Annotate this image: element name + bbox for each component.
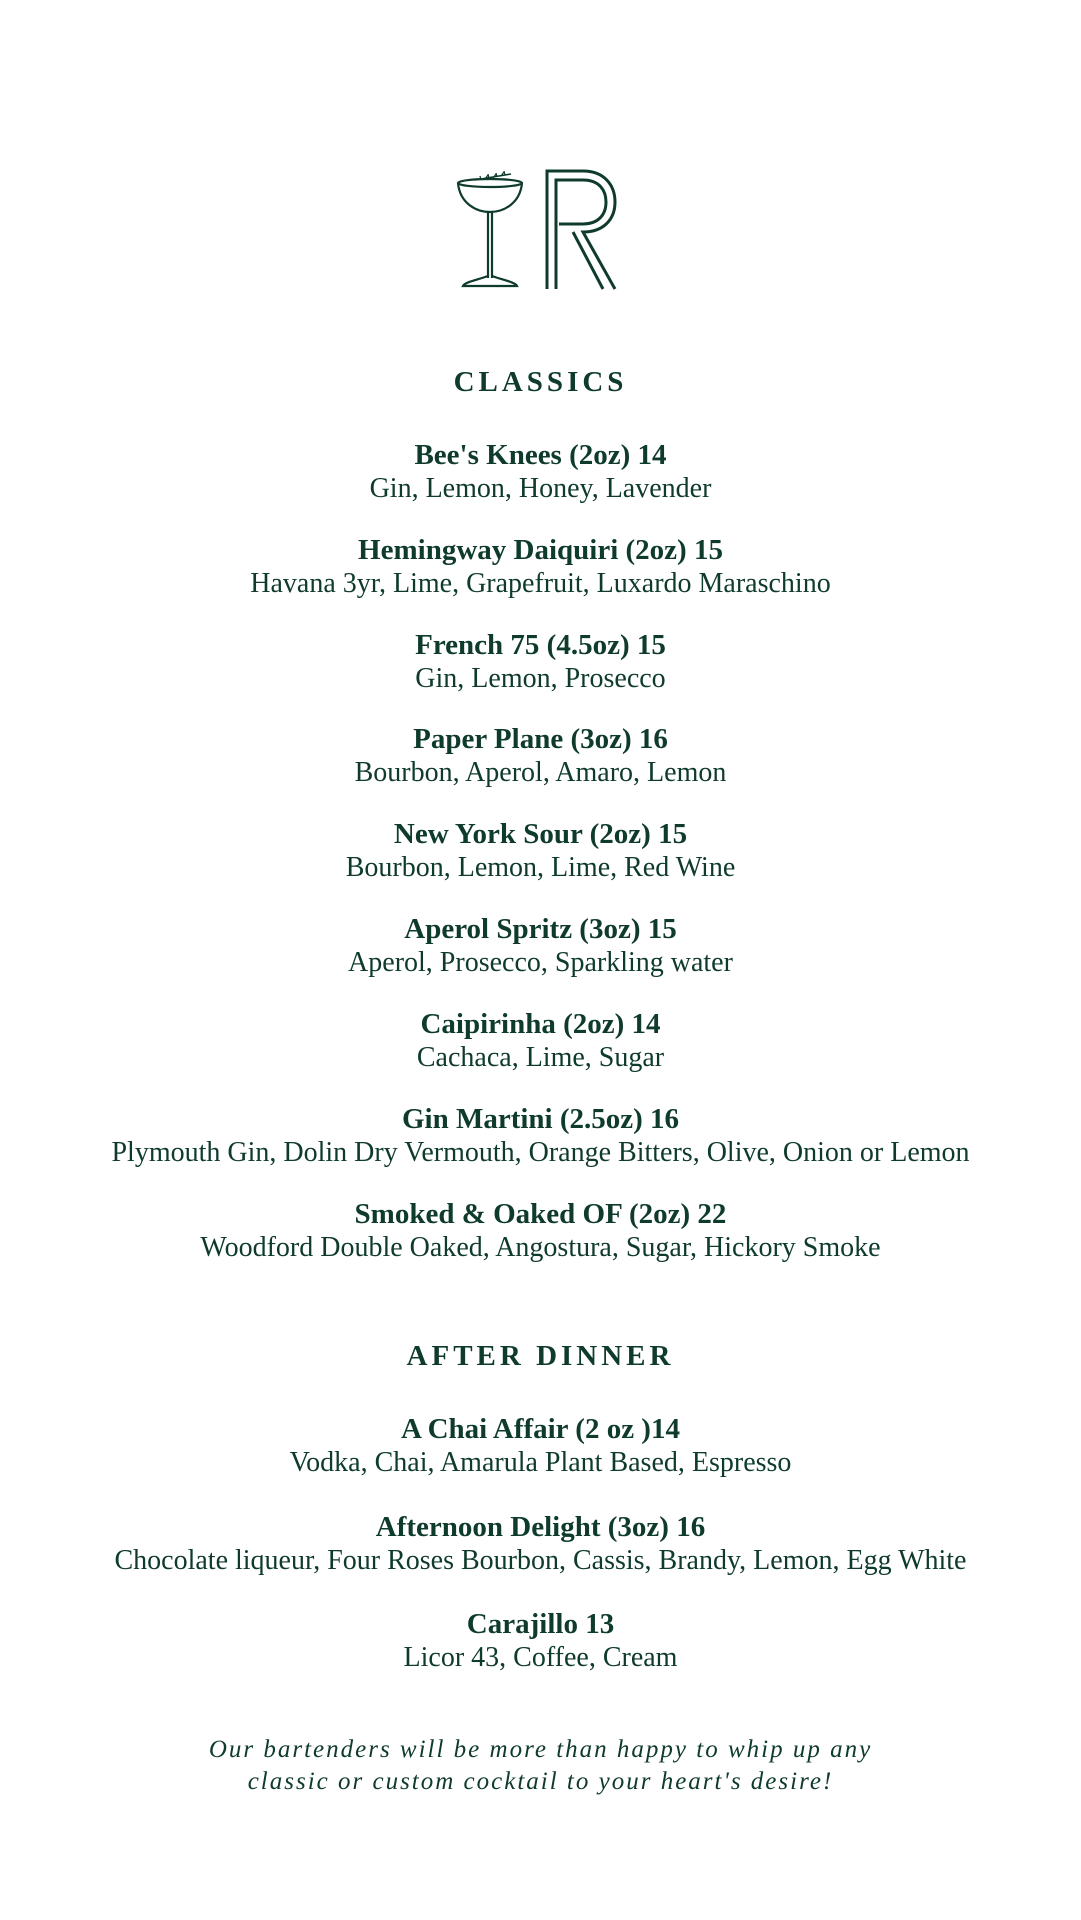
menu-item <box>0 1510 1081 1578</box>
item-description: Bourbon, Lemon, Lime, Red Wine <box>345 852 736 883</box>
item-description: Licor 43, Coffee, Cream <box>403 1642 678 1673</box>
item-name: Smoked & Oaked OF (2oz) 22 <box>354 1198 727 1230</box>
item-description: Aperol, Prosecco, Sparkling water <box>348 947 733 978</box>
item-name: Paper Plane (3oz) 16 <box>413 723 668 755</box>
footer-note <box>0 1734 1081 1798</box>
item-name: Hemingway Daiquiri (2oz) 15 <box>358 534 723 566</box>
menu-item <box>0 628 1081 696</box>
r-monogram-icon <box>547 171 615 289</box>
footer-line: classic or custom cocktail to your heart's desire! <box>247 1768 834 1795</box>
item-name: Gin Martini (2.5oz) 16 <box>401 1103 680 1135</box>
menu-item <box>0 817 1081 885</box>
menu-item <box>0 1412 1081 1480</box>
item-description: Vodka, Chai, Amarula Plant Based, Espresso <box>289 1447 792 1478</box>
section-title-classics: CLASSICS <box>453 366 628 398</box>
menu-item <box>0 438 1081 506</box>
item-name: New York Sour (2oz) 15 <box>393 818 688 850</box>
item-name: A Chai Affair (2 oz )14 <box>401 1413 680 1445</box>
item-description: Cachaca, Lime, Sugar <box>416 1042 665 1073</box>
item-name: French 75 (4.5oz) 15 <box>415 629 666 661</box>
item-name: Afternoon Delight (3oz) 16 <box>375 1511 706 1543</box>
item-description: Woodford Double Oaked, Angostura, Sugar, Hickory Smoke <box>200 1232 881 1263</box>
item-description: Plymouth Gin, Dolin Dry Vermouth, Orange Bitters, Olive, Onion or Lemon <box>111 1137 970 1168</box>
section-title-after-dinner: AFTER DINNER <box>406 1340 675 1372</box>
item-name: Caipirinha (2oz) 14 <box>420 1008 661 1040</box>
footer-line: Our bartenders will be more than happy to whip up any <box>208 1736 873 1763</box>
menu-item <box>0 1607 1081 1675</box>
logo <box>455 168 630 292</box>
item-name: Carajillo 13 <box>466 1608 615 1640</box>
coupe-glass-icon <box>458 171 522 286</box>
menu-item <box>0 1007 1081 1075</box>
item-description: Gin, Lemon, Prosecco <box>415 663 666 694</box>
menu-item <box>0 722 1081 790</box>
menu-item <box>0 1197 1081 1265</box>
menu-item <box>0 1102 1081 1170</box>
item-description: Chocolate liqueur, Four Roses Bourbon, Cassis, Brandy, Lemon, Egg White <box>114 1545 967 1576</box>
item-description: Havana 3yr, Lime, Grapefruit, Luxardo Maraschino <box>250 568 831 599</box>
menu-item <box>0 912 1081 980</box>
item-name: Aperol Spritz (3oz) 15 <box>404 913 677 945</box>
item-description: Bourbon, Aperol, Amaro, Lemon <box>354 757 727 788</box>
menu-item <box>0 533 1081 601</box>
item-name: Bee's Knees (2oz) 14 <box>414 439 667 471</box>
item-description: Gin, Lemon, Honey, Lavender <box>369 473 712 504</box>
